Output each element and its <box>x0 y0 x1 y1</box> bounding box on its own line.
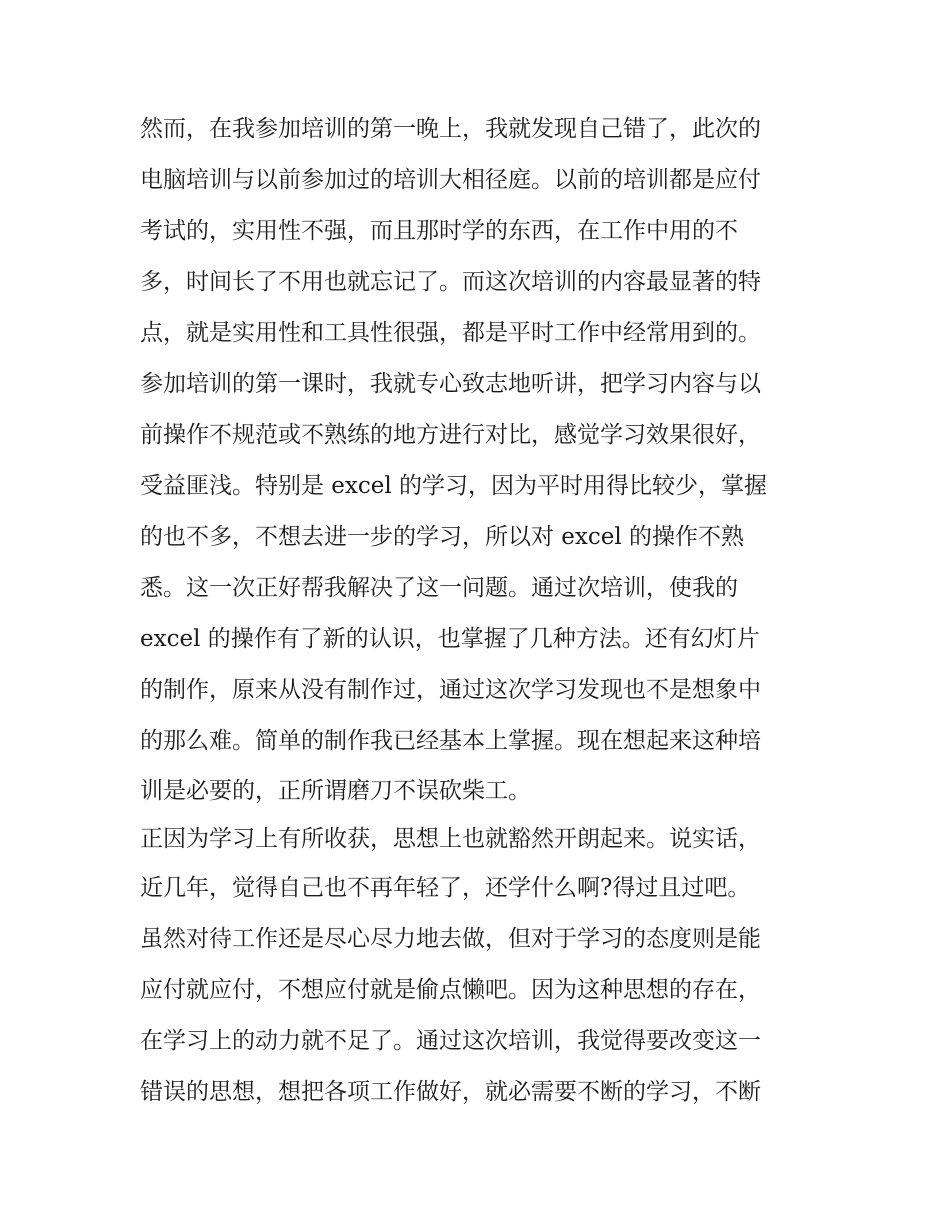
text-line: 点，就是实用性和工具性很强，都是平时工作中经常用到的。 <box>140 320 761 346</box>
text-line: 错误的思想，想把各项工作做好，就必需要不断的学习，不断 <box>140 1079 761 1105</box>
text-line: 受益匪浅。特别是 excel 的学习，因为平时用得比较少，掌握 <box>140 473 768 499</box>
text-line: 的制作，原来从没有制作过，通过这次学习发现也不是想象中 <box>140 677 761 703</box>
text-line: 参加培训的第一课时，我就专心致志地听讲，把学习内容与以 <box>140 371 761 397</box>
text-line: 在学习上的动力就不足了。通过这次培训，我觉得要改变这一 <box>140 1028 761 1054</box>
text-line: 应付就应付，不想应付就是偷点懒吧。因为这种思想的存在， <box>140 977 761 1003</box>
text-line: 近几年，觉得自己也不再年轻了，还学什么啊?得过且过吧。 <box>140 875 751 901</box>
text-line: 多，时间长了不用也就忘记了。而这次培训的内容最显著的特 <box>140 269 761 295</box>
body-text <box>140 104 830 1118</box>
text-line: 的那么难。简单的制作我已经基本上掌握。现在想起来这种培 <box>140 728 761 754</box>
text-line: 电脑培训与以前参加过的培训大相径庭。以前的培训都是应付 <box>140 167 761 193</box>
paragraph-start-line: 正因为学习上有所收获，思想上也就豁然开朗起来。说实话， <box>140 826 761 852</box>
text-line: 虽然对待工作还是尽心尽力地去做，但对于学习的态度则是能 <box>140 926 761 952</box>
text-line: 的也不多，不想去进一步的学习，所以对 excel 的操作不熟 <box>140 524 745 550</box>
text-line: excel 的操作有了新的认识，也掌握了几种方法。还有幻灯片 <box>140 626 760 652</box>
text-line: 悉。这一次正好帮我解决了这一问题。通过次培训，使我的 <box>140 575 738 601</box>
text-line: 训是必要的，正所谓磨刀不误砍柴工。 <box>140 778 531 804</box>
text-line: 前操作不规范或不熟练的地方进行对比，感觉学习效果很好， <box>140 422 761 448</box>
text-line: 考试的，实用性不强，而且那时学的东西，在工作中用的不 <box>140 218 738 244</box>
text-line: 然而，在我参加培训的第一晚上，我就发现自己错了，此次的 <box>140 116 761 142</box>
